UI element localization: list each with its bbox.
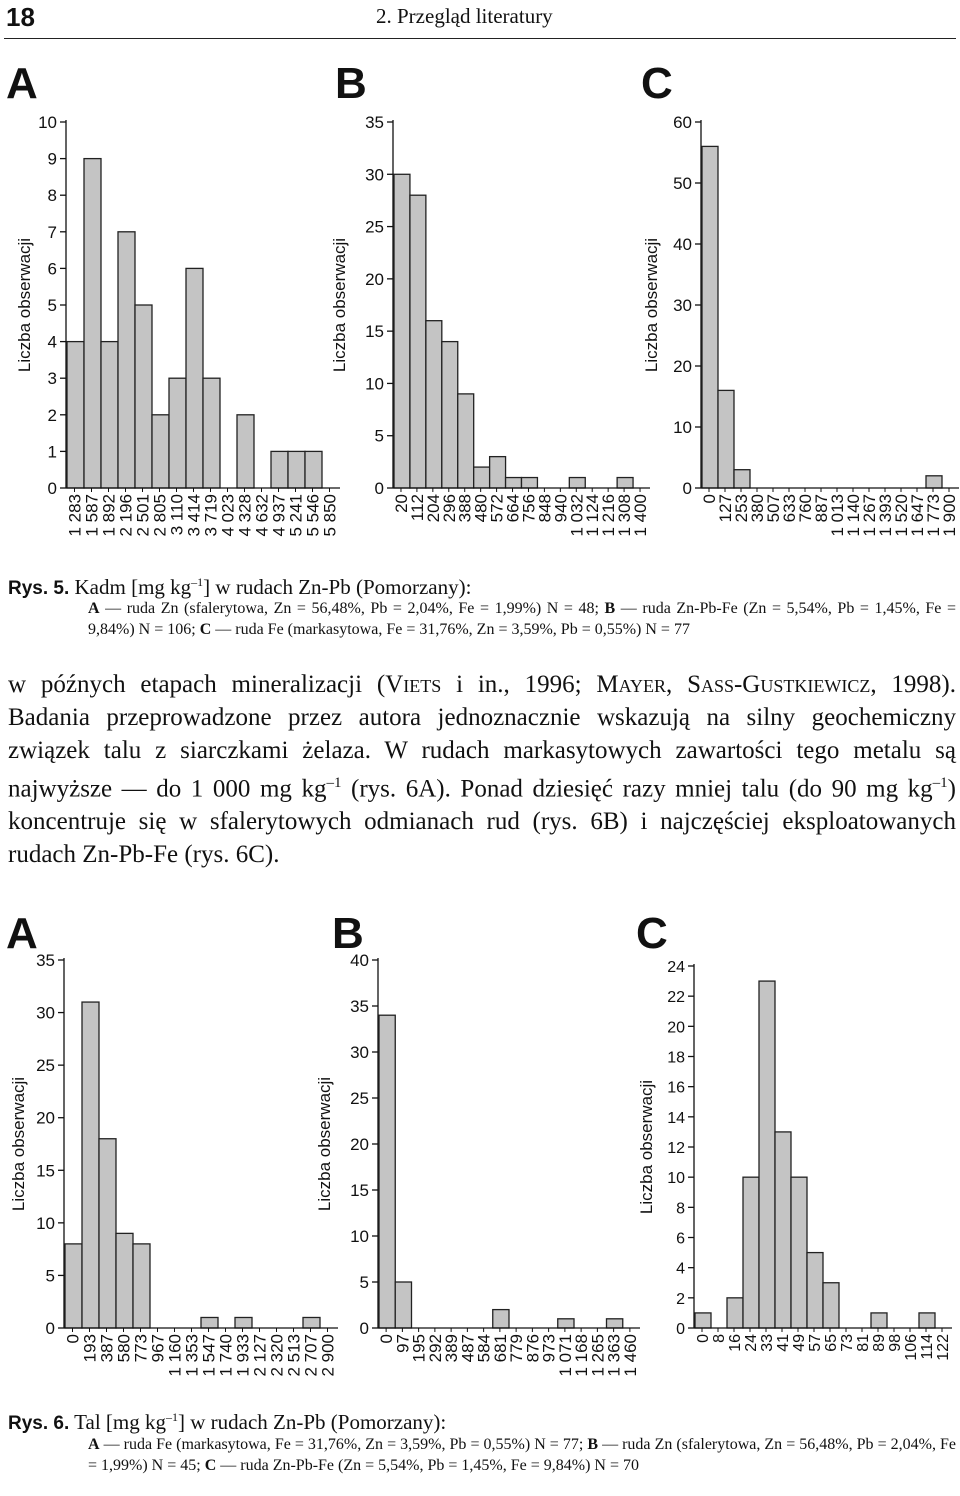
y-tick-label: 25 [36,1056,55,1076]
histogram-bar [702,146,718,488]
x-tick-label: 114 [919,1334,936,1360]
y-axis-title: Liczba obserwacji [315,1076,334,1212]
x-tick-label: 572 [487,494,507,523]
y-tick-label: 35 [36,951,55,970]
x-tick-label: 507 [764,494,783,523]
x-tick-label: 2 513 [284,1334,304,1377]
y-tick-label: 24 [667,959,685,976]
body-exponent-1: –1 [326,775,342,791]
x-tick-label: 97 [393,1334,413,1353]
y-tick-label: 25 [365,217,384,237]
x-tick-label: 5 546 [303,494,323,537]
y-tick-label: 0 [676,1321,685,1338]
histogram-bar [101,342,118,488]
y-tick-label: 0 [45,1319,55,1338]
x-tick-label: 664 [503,494,523,523]
x-tick-label: 57 [807,1334,824,1352]
x-tick-label: 388 [455,494,475,523]
x-tick-label: 1 740 [216,1334,236,1377]
x-tick-label: 1 933 [233,1334,253,1377]
histogram-bar [926,476,942,488]
header-rule [4,38,956,39]
y-tick-label: 16 [667,1079,685,1097]
y-tick-label: 7 [47,222,57,242]
y-axis-title: Liczba obserwacji [637,1079,656,1215]
y-tick-label: 10 [350,1227,369,1246]
panel-letter: B [332,909,364,958]
x-tick-label: 940 [551,494,571,523]
x-tick-label: 1 647 [908,494,927,537]
x-tick-label: 1 160 [165,1334,185,1377]
histogram-bar [759,981,775,1328]
x-tick-label: 112 [407,494,427,522]
y-tick-label: 22 [667,989,685,1007]
histogram-bar [695,1313,711,1328]
y-tick-label: 30 [36,1003,55,1023]
y-tick-label: 4 [47,332,57,352]
citation-mayer: Mayer [596,671,666,698]
histogram-bar [82,1002,99,1328]
panel-letter: A [6,59,38,108]
y-tick-label: 5 [47,296,57,315]
histogram-bar [65,1244,82,1328]
y-tick-label: 40 [350,951,369,970]
running-title: 2. Przegląd literatury [376,4,553,28]
histogram-bar [871,1313,887,1328]
x-tick-label: 89 [871,1334,888,1352]
fig6-label: Rys. 6. [8,1413,70,1434]
page-header [0,0,960,36]
histogram-bar [235,1317,252,1328]
y-tick-label: 5 [359,1273,369,1292]
x-tick-label: 0 [700,494,719,504]
y-tick-label: 6 [47,259,57,279]
x-tick-label: 0 [63,1334,83,1344]
y-tick-label: 15 [350,1181,369,1200]
y-tick-label: 10 [673,418,692,437]
y-tick-label: 6 [676,1230,685,1248]
body-exponent-2: –1 [932,775,948,791]
x-tick-label: 5 850 [320,494,340,537]
y-tick-label: 10 [38,113,57,132]
x-tick-label: 127 [716,494,735,523]
x-tick-label: 3 110 [167,494,187,536]
x-tick-label: 2 707 [301,1334,321,1377]
histogram-bar [775,1132,791,1328]
y-tick-label: 20 [673,357,692,376]
y-tick-label: 4 [676,1260,685,1278]
body-text-7: ) koncentruje się w sfalerytowych odmianach rud (rys. 6B) i najczęściej eksploatowanych rudach Zn-Pb-Fe (rys. 6C). [8,775,956,869]
x-tick-label: 848 [535,494,555,523]
x-tick-label: 1 140 [844,494,863,537]
body-text-4: , [665,671,688,698]
histogram-bar [99,1139,116,1328]
x-tick-label: 2 900 [318,1334,338,1377]
body-text-5: , 1998). Badania przeprowadzone przez autora jednoznacznie wskazują na silny geochemiczny związek talu z siarczkami żelaza. W rudach markasytowych zawartości tego metalu są najwyższe — do 1 000 mg kg [8,671,956,803]
x-tick-label: 1 393 [876,494,895,537]
x-tick-label: 1 265 [588,1334,608,1377]
x-tick-label: 4 023 [218,494,238,537]
histogram-bar [379,1015,395,1328]
x-tick-label: 1 547 [199,1334,219,1377]
body-paragraph [8,668,956,871]
x-tick-label: 887 [812,494,831,523]
panel-letter: C [636,909,668,958]
fig6-legend-b: — ruda Zn (sfalerytowa, Zn = 56,48%, Pb = 2,04%, Fe = 1,99%) N = 45; [88,1436,956,1474]
x-tick-label: 4 632 [252,494,272,537]
x-tick-label: 967 [148,1334,168,1363]
y-tick-label: 40 [673,235,692,254]
y-tick-label: 60 [673,113,692,132]
histogram-bar [118,232,135,488]
y-tick-label: 10 [36,1213,55,1233]
y-tick-label: 2 [47,405,57,425]
x-tick-label: 0 [377,1334,397,1344]
fig5-label: Rys. 5. [8,578,70,599]
y-tick-label: 20 [365,269,384,289]
y-tick-label: 5 [45,1266,55,1286]
x-tick-label: 0 [695,1334,712,1343]
x-tick-label: 41 [775,1334,792,1352]
fig6-title: Tal [mg kg [74,1410,166,1434]
x-tick-label: 49 [791,1334,808,1352]
fig6-legend-c-key: C [204,1457,217,1474]
x-tick-label: 1 892 [99,494,119,537]
y-axis-title: Liczba obserwacji [9,1076,28,1212]
y-tick-label: 0 [682,479,692,498]
histogram-bar [288,451,305,488]
x-tick-label: 2 501 [133,494,153,537]
x-tick-label: 1 363 [604,1334,624,1377]
histogram-bar [271,451,288,488]
histogram-bar [135,305,152,488]
y-tick-label: 20 [667,1019,685,1037]
x-tick-label: 1 013 [828,494,847,537]
x-tick-label: 389 [442,1334,462,1363]
fig6-caption [8,1405,958,1436]
fig5-legend-b: — ruda Zn-Pb-Fe (Zn = 5,54%, Pb = 1,45%, Fe = 9,84%) N = 106; [88,600,957,638]
histogram-bar [823,1283,839,1328]
x-tick-label: 1 308 [615,494,635,537]
y-tick-label: 1 [47,442,57,462]
histogram-bar [201,1317,218,1328]
x-tick-label: 1 071 [555,1334,575,1377]
x-tick-label: 1 124 [583,494,603,537]
y-tick-label: 30 [350,1043,369,1062]
x-tick-label: 1 032 [567,494,587,537]
x-tick-label: 1 400 [631,494,651,537]
histogram-bar [490,457,506,488]
x-tick-label: 2 805 [150,494,170,537]
y-tick-label: 0 [359,1319,369,1338]
x-tick-label: 1 353 [182,1334,202,1377]
x-tick-label: 1 216 [599,494,619,537]
y-tick-label: 0 [47,479,57,498]
y-tick-label: 0 [374,479,384,498]
x-tick-label: 487 [458,1334,478,1363]
x-tick-label: 1 900 [940,494,959,537]
histogram-bar [394,174,410,488]
fig6-legend-a: — ruda Fe (markasytowa, Fe = 31,76%, Zn = 3,59%, Pb = 0,55%) N = 77; [99,1436,588,1453]
histogram-bar [718,390,734,488]
y-axis-title: Liczba obserwacji [642,237,661,373]
histogram-bar [474,467,490,488]
y-tick-label: 15 [36,1161,55,1181]
x-tick-label: 1 520 [892,494,911,537]
x-tick-label: 1 168 [572,1334,592,1377]
fig5-legend-a: — ruda Zn (sfalerytowa, Zn = 56,48%, Pb = 2,04%, Fe = 1,99%) N = 48; [99,600,605,617]
x-tick-label: 253 [732,494,751,523]
x-tick-label: 681 [490,1334,510,1363]
y-axis-title: Liczba obserwacji [15,237,34,373]
x-tick-label: 1 460 [620,1334,640,1377]
x-tick-label: 204 [423,494,443,523]
citation-viets: Viets [385,671,442,698]
x-tick-label: 122 [935,1334,952,1361]
x-tick-label: 1 267 [860,494,879,537]
histogram-bar [522,478,538,488]
histogram-bar [734,470,750,488]
histogram-bar [506,478,522,488]
histogram-bar [617,478,633,488]
x-tick-label: 106 [903,1334,920,1361]
y-tick-label: 5 [374,426,384,446]
fig5-title-rest: ] w rudach Zn-Pb (Pomorzany): [203,575,472,599]
histogram-bar [807,1253,823,1328]
x-tick-label: 480 [471,494,491,523]
histogram-bar [305,451,322,488]
chart-fig6-a [0,910,340,1400]
y-tick-label: 15 [365,322,384,342]
chart-fig5-c [635,60,960,560]
y-tick-label: 18 [667,1049,685,1067]
x-tick-label: 773 [131,1334,151,1363]
histogram-bar [410,195,426,488]
x-tick-label: 387 [97,1334,117,1363]
chart-fig5-a [0,60,340,560]
fig6-legend-a-key: A [88,1436,100,1453]
histogram-bar [569,478,585,488]
y-tick-label: 14 [667,1109,685,1127]
body-text-2: i in. [441,671,504,698]
y-tick-label: 8 [676,1200,685,1218]
x-tick-label: 973 [539,1334,559,1363]
histogram-bar [458,394,474,488]
panel-letter: A [6,909,38,958]
histogram-bar [727,1298,743,1328]
y-axis-title: Liczba obserwacji [330,237,349,373]
y-tick-label: 20 [350,1135,369,1154]
histogram-bar [237,415,254,488]
x-tick-label: 2 127 [250,1334,270,1377]
fig5-legend-b-key: B [604,600,616,617]
x-tick-label: 296 [439,494,459,523]
panel-letter: B [335,59,367,108]
x-tick-label: 584 [474,1334,494,1363]
x-tick-label: 876 [523,1334,543,1363]
y-tick-label: 8 [47,186,57,206]
x-tick-label: 633 [780,494,799,523]
y-tick-label: 30 [365,165,384,185]
histogram-bar [426,321,442,488]
x-tick-label: 20 [391,494,411,513]
fig6-legend [88,1434,956,1476]
histogram-bar [442,342,458,488]
x-tick-label: 2 320 [267,1334,287,1377]
x-tick-label: 195 [409,1334,429,1363]
x-tick-label: 779 [507,1334,527,1363]
y-tick-label: 3 [47,369,57,389]
x-tick-label: 4 937 [269,494,289,537]
fig5-legend-c: — ruda Fe (markasytowa, Fe = 31,76%, Zn = 3,59%, Pb = 0,55%) N = 77 [211,621,690,638]
x-tick-label: 193 [80,1334,100,1363]
chart-fig5-b [325,60,660,560]
histogram-bar [607,1319,623,1328]
x-tick-label: 4 328 [235,494,255,537]
histogram-bar [743,1177,759,1328]
x-tick-label: 1 773 [924,494,943,537]
y-tick-label: 25 [350,1089,369,1108]
x-tick-label: 16 [727,1334,744,1352]
x-tick-label: 3 414 [184,494,204,537]
fig5-legend-a-key: A [88,600,100,617]
fig5-title-exponent: –1 [191,575,204,589]
histogram-bar [186,268,203,488]
x-tick-label: 65 [823,1334,840,1352]
y-tick-label: 35 [365,113,384,132]
y-tick-label: 2 [676,1290,685,1308]
body-text-3: , 1996; [503,671,597,698]
x-tick-label: 756 [519,494,539,523]
histogram-bar [919,1313,935,1328]
panel-letter: C [641,59,673,108]
x-tick-label: 8 [711,1334,728,1343]
x-tick-label: 1 587 [82,494,102,537]
histogram-bar [203,378,220,488]
histogram-bar [116,1233,133,1328]
histogram-bar [84,159,101,488]
fig5-legend [88,598,956,640]
x-tick-label: 1 283 [65,494,85,537]
x-tick-label: 2 196 [116,494,136,537]
x-tick-label: 3 719 [201,494,221,537]
y-tick-label: 10 [365,374,384,394]
y-tick-label: 30 [673,296,692,315]
fig5-legend-c-key: C [199,621,212,638]
histogram-bar [133,1244,150,1328]
fig5-title: Kadm [mg kg [74,575,192,599]
fig6-legend-b-key: B [587,1436,599,1453]
y-tick-label: 12 [667,1140,685,1157]
chart-fig6-b [310,910,650,1400]
histogram-bar [493,1310,509,1328]
x-tick-label: 98 [887,1334,904,1352]
fig6-title-exponent: –1 [166,1410,178,1424]
x-tick-label: 292 [425,1334,445,1363]
x-tick-label: 81 [855,1334,872,1352]
fig6-title-rest: ] w rudach Zn-Pb (Pomorzany): [178,1410,447,1434]
y-tick-label: 35 [350,997,369,1016]
histogram-bar [169,378,186,488]
x-tick-label: 24 [743,1334,760,1352]
x-tick-label: 760 [796,494,815,523]
x-tick-label: 73 [839,1334,856,1352]
histogram-bar [558,1319,574,1328]
x-tick-label: 33 [759,1334,776,1352]
body-text-1: w późnych etapach mineralizacji ( [8,671,386,698]
citation-sass-gustkiewicz: Sass-Gustkiewicz [687,671,871,698]
x-tick-label: 580 [114,1334,134,1363]
y-tick-label: 20 [36,1108,55,1128]
histogram-bar [67,342,84,488]
histogram-bar [395,1282,411,1328]
page-number: 18 [6,2,35,32]
body-text-6: (rys. 6A). Ponad dziesięć razy mniej talu (do 90 mg kg [341,775,933,803]
fig5-caption [8,570,958,601]
fig6-legend-c: — ruda Zn-Pb-Fe (Zn = 5,54%, Pb = 1,45%, Fe = 9,84%) N = 70 [216,1457,639,1474]
x-tick-label: 380 [748,494,767,523]
histogram-bar [152,415,169,488]
y-tick-label: 10 [667,1170,685,1188]
y-tick-label: 50 [673,174,692,193]
x-tick-label: 5 241 [286,494,306,537]
chart-fig6-c [630,910,960,1400]
histogram-bar [791,1177,807,1328]
y-tick-label: 9 [47,149,57,169]
